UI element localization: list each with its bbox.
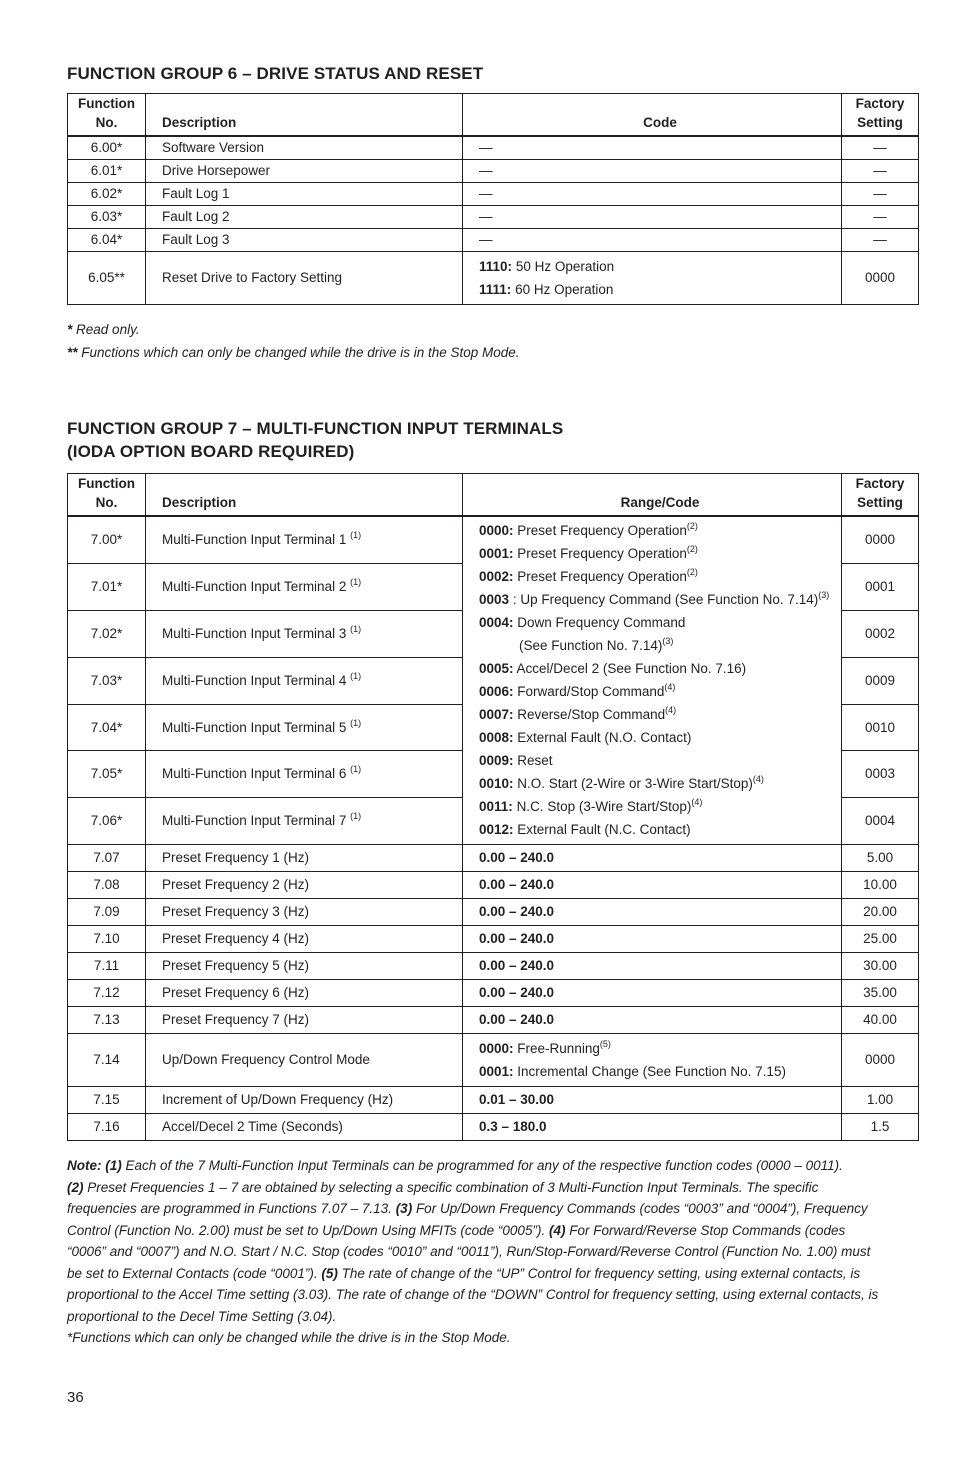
table-row: [68, 925, 919, 952]
code-text: : Up Frequency Command (See Function No. 7.14): [512, 592, 819, 608]
description-cell: Preset Frequency 3 (Hz): [146, 898, 463, 925]
code-number: 0001:: [479, 1063, 514, 1079]
header-function-no: Function No.: [68, 474, 146, 517]
description-cell: Accel/Decel 2 Time (Seconds): [146, 1113, 463, 1140]
range-cell: 0.00 – 240.0: [463, 1006, 842, 1033]
function-no-cell: 7.03*: [68, 657, 146, 704]
description-cell: [146, 610, 463, 657]
factory-setting-cell: 10.00: [842, 871, 919, 898]
code-cell: —: [463, 136, 842, 159]
group7-title: FUNCTION GROUP 7 – MULTI-FUNCTION INPUT TERMINALS (IODA OPTION BOARD REQUIRED): [67, 419, 564, 461]
description-text: Multi-Function Input Terminal 7: [162, 813, 347, 828]
table-row: [68, 1006, 919, 1033]
factory-setting-cell: —: [842, 182, 919, 205]
code-line: [479, 726, 841, 749]
description-text: Multi-Function Input Terminal 1: [162, 532, 347, 548]
footnote-ref: (4): [691, 797, 703, 808]
range-cell: 0.00 – 240.0: [463, 871, 842, 898]
function-no-cell: 7.16: [68, 1113, 146, 1140]
description-cell: [146, 516, 463, 563]
footnote-ref: (1): [350, 811, 362, 821]
footnote-ref: (4): [664, 682, 676, 693]
code-number: 0007:: [479, 707, 514, 723]
code-text: Reset: [517, 753, 553, 769]
description-cell: [146, 563, 463, 610]
factory-setting-cell: —: [842, 159, 919, 182]
description-cell: Preset Frequency 4 (Hz): [146, 925, 463, 952]
code-number: 0012:: [479, 822, 514, 838]
code-line: [479, 680, 841, 703]
range-code-list-cell: [463, 516, 842, 844]
factory-setting-cell: 1.5: [842, 1113, 919, 1140]
code-cell: —: [463, 205, 842, 228]
code-number: 0011:: [479, 799, 513, 815]
code-line: [479, 703, 841, 726]
header-description: Description: [146, 474, 463, 517]
code-cell: —: [463, 182, 842, 205]
group6-title: FUNCTION GROUP 6 – DRIVE STATUS AND RESET: [67, 64, 484, 83]
factory-setting-cell: 0010: [842, 704, 919, 750]
code-number: 0005:: [479, 661, 514, 677]
factory-setting-cell: 0000: [842, 516, 919, 563]
footnote-ref: (2): [686, 544, 698, 555]
function-no-cell: 7.08: [68, 871, 146, 898]
code-line: [479, 565, 841, 588]
table-row: [68, 1113, 919, 1140]
header-range-code: Range/Code: [463, 474, 842, 517]
description-text: Multi-Function Input Terminal 3: [162, 626, 347, 641]
code-line: [479, 818, 841, 841]
code-number: 0001:: [479, 546, 514, 562]
description-cell: Preset Frequency 6 (Hz): [146, 979, 463, 1006]
code-number: 0008:: [479, 730, 514, 746]
table-row: [68, 182, 919, 205]
code-number: 1111:: [479, 281, 512, 297]
table-row: [68, 1086, 919, 1113]
factory-setting-cell: 0000: [842, 251, 919, 304]
code-number: 0002:: [479, 569, 514, 585]
function-no-cell: 7.04*: [68, 704, 146, 750]
factory-setting-cell: 40.00: [842, 1006, 919, 1033]
code-text: Incremental Change (See Function No. 7.15): [517, 1063, 786, 1079]
code-number: 0010:: [479, 776, 514, 792]
code-number: 0000:: [479, 1040, 514, 1056]
footnote-ref: (2): [686, 521, 698, 532]
code-text: Accel/Decel 2 (See Function No. 7.16): [516, 661, 747, 677]
table-row: [68, 251, 919, 304]
code-cell: [463, 251, 842, 304]
header-factory-setting: Factory Setting: [842, 94, 919, 137]
description-cell: Increment of Up/Down Frequency (Hz): [146, 1086, 463, 1113]
factory-setting-cell: —: [842, 228, 919, 251]
code-number: 1110:: [479, 258, 513, 274]
code-text: (See Function No. 7.14): [519, 638, 663, 654]
range-cell: 0.00 – 240.0: [463, 979, 842, 1006]
range-cell: 0.01 – 30.00: [463, 1086, 842, 1113]
table-row: [68, 979, 919, 1006]
table-row: [68, 136, 919, 159]
function-no-cell: 7.12: [68, 979, 146, 1006]
function-no-cell: 7.14: [68, 1033, 146, 1086]
group6-note-read-only: * Read only.: [67, 322, 140, 337]
factory-setting-cell: 0004: [842, 797, 919, 844]
code-line: [479, 1060, 841, 1083]
description-cell: Reset Drive to Factory Setting: [146, 251, 463, 304]
function-no-cell: 7.05*: [68, 750, 146, 797]
group6-note-stop-mode: ** Functions which can only be changed while the drive is in the Stop Mode.: [67, 345, 520, 360]
header-function-no: Function No.: [68, 94, 146, 137]
description-cell: Preset Frequency 7 (Hz): [146, 1006, 463, 1033]
code-number: 0000:: [479, 523, 514, 539]
code-text: Reverse/Stop Command: [517, 707, 666, 723]
table-row: [68, 159, 919, 182]
code-line: [479, 542, 841, 565]
factory-setting-cell: 5.00: [842, 844, 919, 871]
code-line: [479, 255, 841, 278]
factory-setting-cell: 25.00: [842, 925, 919, 952]
description-cell: Drive Horsepower: [146, 159, 463, 182]
description-cell: Fault Log 1: [146, 182, 463, 205]
code-text: Down Frequency Command: [517, 615, 686, 631]
function-no-cell: 7.10: [68, 925, 146, 952]
header-description: Description: [146, 94, 463, 137]
table-row: [68, 205, 919, 228]
group7-table: [67, 473, 919, 1141]
factory-setting-cell: 0001: [842, 563, 919, 610]
code-number: 0009:: [479, 753, 514, 769]
range-cell: 0.3 – 180.0: [463, 1113, 842, 1140]
description-cell: [146, 657, 463, 704]
factory-setting-cell: —: [842, 136, 919, 159]
function-no-cell: 7.11: [68, 952, 146, 979]
code-text: Forward/Stop Command: [517, 684, 665, 700]
code-number: 0003: [479, 592, 510, 608]
description-cell: Preset Frequency 5 (Hz): [146, 952, 463, 979]
range-cell: 0.00 – 240.0: [463, 952, 842, 979]
description-cell: Preset Frequency 2 (Hz): [146, 871, 463, 898]
function-no-cell: 7.01*: [68, 563, 146, 610]
function-no-cell: 7.00*: [68, 516, 146, 563]
table-row: [68, 516, 919, 563]
description-text: Multi-Function Input Terminal 4: [162, 673, 347, 688]
footnote-ref: (1): [350, 624, 362, 634]
description-text: Multi-Function Input Terminal 5: [162, 719, 347, 735]
factory-setting-cell: —: [842, 205, 919, 228]
code-text: External Fault (N.O. Contact): [517, 730, 692, 746]
factory-setting-cell: 0003: [842, 750, 919, 797]
factory-setting-cell: 30.00: [842, 952, 919, 979]
footnote-ref: (3): [818, 590, 830, 601]
function-no-cell: 6.04*: [68, 228, 146, 251]
table-row: [68, 952, 919, 979]
code-text: Free-Running: [517, 1040, 600, 1056]
code-text: 60 Hz Operation: [515, 281, 614, 297]
code-text: Preset Frequency Operation: [517, 546, 687, 562]
table-row: [68, 228, 919, 251]
description-cell: Fault Log 2: [146, 205, 463, 228]
header-code: Code: [463, 94, 842, 137]
function-no-cell: 7.15: [68, 1086, 146, 1113]
code-text: External Fault (N.C. Contact): [517, 822, 691, 838]
code-number: 0004:: [479, 615, 514, 631]
factory-setting-cell: 20.00: [842, 898, 919, 925]
group6-table: [67, 93, 919, 305]
function-no-cell: 7.13: [68, 1006, 146, 1033]
factory-setting-cell: 0009: [842, 657, 919, 704]
table-row: [68, 844, 919, 871]
range-code-cell: [463, 1033, 842, 1086]
code-cell: —: [463, 159, 842, 182]
footnote-ref: (1): [350, 717, 362, 728]
table-row: [68, 1033, 919, 1086]
description-cell: Preset Frequency 1 (Hz): [146, 844, 463, 871]
code-text: Preset Frequency Operation: [517, 523, 687, 539]
description-cell: [146, 750, 463, 797]
range-cell: 0.00 – 240.0: [463, 925, 842, 952]
function-no-cell: 6.01*: [68, 159, 146, 182]
description-cell: Fault Log 3: [146, 228, 463, 251]
footnote-ref: (5): [599, 1038, 611, 1049]
factory-setting-cell: 1.00: [842, 1086, 919, 1113]
table-row: [68, 871, 919, 898]
code-line: [479, 634, 841, 657]
function-no-cell: 7.06*: [68, 797, 146, 844]
range-cell: 0.00 – 240.0: [463, 898, 842, 925]
factory-setting-cell: 35.00: [842, 979, 919, 1006]
code-line: [479, 611, 841, 634]
factory-setting-cell: 0000: [842, 1033, 919, 1086]
description-cell: [146, 704, 463, 750]
code-line: [479, 588, 841, 611]
function-no-cell: 7.02*: [68, 610, 146, 657]
code-line: [479, 657, 841, 680]
code-text: Preset Frequency Operation: [517, 569, 687, 585]
code-line: [479, 749, 841, 772]
footnote-ref: (1): [350, 530, 362, 541]
function-no-cell: 6.05**: [68, 251, 146, 304]
function-no-cell: 7.07: [68, 844, 146, 871]
description-cell: Up/Down Frequency Control Mode: [146, 1033, 463, 1086]
table-row: [68, 898, 919, 925]
footnote-ref: (4): [752, 774, 764, 785]
code-cell: —: [463, 228, 842, 251]
code-line: [479, 772, 841, 795]
function-no-cell: 6.03*: [68, 205, 146, 228]
code-line: [479, 278, 841, 301]
description-cell: [146, 797, 463, 844]
code-line: [479, 519, 841, 542]
description-cell: Software Version: [146, 136, 463, 159]
footnote-ref: (4): [665, 705, 677, 716]
function-no-cell: 6.00*: [68, 136, 146, 159]
function-no-cell: 7.09: [68, 898, 146, 925]
footnote-ref: (1): [350, 577, 362, 587]
description-text: Multi-Function Input Terminal 2: [162, 579, 347, 594]
code-number: 0006:: [479, 684, 514, 700]
code-text: N.C. Stop (3-Wire Start/Stop): [516, 799, 692, 815]
footnote-ref: (2): [686, 567, 698, 578]
range-cell: 0.00 – 240.0: [463, 844, 842, 871]
description-text: Multi-Function Input Terminal 6: [162, 766, 347, 781]
code-text: N.O. Start (2-Wire or 3-Wire Start/Stop): [517, 776, 753, 792]
footnote-ref: (1): [350, 671, 362, 681]
header-factory-setting: Factory Setting: [842, 474, 919, 517]
footnote-ref: (3): [662, 636, 674, 647]
code-line: [479, 795, 841, 818]
function-no-cell: 6.02*: [68, 182, 146, 205]
code-text: 50 Hz Operation: [515, 258, 615, 274]
footnote-ref: (1): [350, 764, 362, 774]
page-number: 36: [67, 1389, 84, 1406]
factory-setting-cell: 0002: [842, 610, 919, 657]
code-line: [479, 1037, 841, 1060]
group7-notes: Note: (1) Each of the 7 Multi-Function Input Terminals can be programmed for any of the respective function codes (0000 – 0011). (2) Preset Frequencies 1 – 7 are obtained by selecting a specific combination of 3 Multi-Function Input Terminals. The specific frequencies are programmed in Functions 7.07 – 7.13. (3) For Up/Down Frequency Commands (codes “0003” and “0004”), Frequency Control (Function No. 2.00) must be set to Up/Down Using MFITs (code “0005”). (4) For Forward/Reverse Stop Commands (codes “0006” and “0007”) and N.O. Start / N.C. Stop (codes “0010” and “0011”), Run/Stop-Forward/Reverse Control (Function No. 1.00) must be set to External Contacts (code “0001”). (5) The rate of change of the “UP” Control for frequency setting, using external contacts, is proportional to the Accel Time setting (3.03). The rate of change of the “DOWN” Control for frequency setting, using external contacts, is proportional to the Decel Time Setting (3.04). *Functions which can only be changed while the drive is in the Stop Mode.: [67, 1158, 879, 1345]
